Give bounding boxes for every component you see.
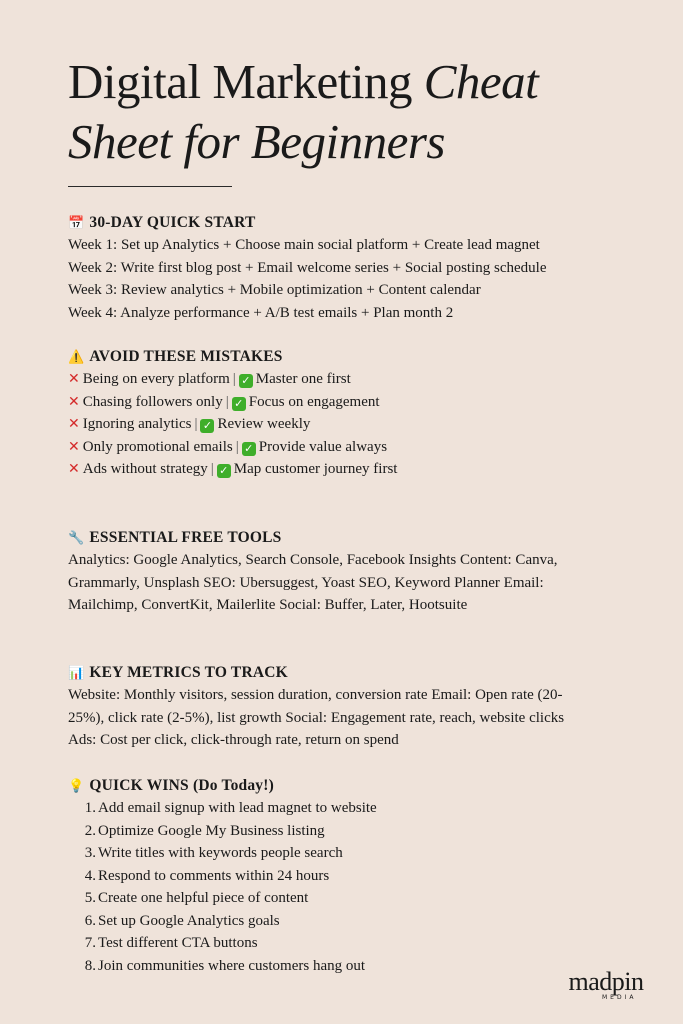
list-item-text: Test different CTA buttons <box>98 935 258 951</box>
mistake-bad: Only promotional emails <box>82 438 233 455</box>
list-item-text: Optimize Google My Business listing <box>98 822 325 839</box>
metrics-text: Website: Monthly visitors, session duration, conversion rate Email: Open rate (20-25%), click rate (2-5%), list growth Social: Engagement rate, reach, website clicks Ads: Cost per click, click-through rate, return on spend <box>68 687 565 748</box>
tools-heading <box>68 527 588 549</box>
mistake-row <box>68 413 588 436</box>
list-number: 4. <box>84 867 96 884</box>
mistake-bad: Ads without strategy <box>82 461 208 477</box>
calendar-icon: 📅 <box>68 215 85 230</box>
metrics-heading <box>68 662 588 684</box>
list-item-text: Set up Google Analytics goals <box>98 912 280 929</box>
check-icon: ✓ <box>242 442 256 456</box>
warning-icon: ⚠️ <box>68 349 85 364</box>
check-icon: ✓ <box>239 374 253 388</box>
separator: | <box>235 438 239 455</box>
quick-wins-list <box>68 797 588 977</box>
list-number: 3. <box>84 845 96 861</box>
check-icon: ✓ <box>232 397 246 411</box>
mistake-good: Master one first <box>255 371 351 387</box>
quick-start-heading-text: 30-DAY QUICK START <box>89 214 256 231</box>
mistake-row <box>68 436 588 459</box>
logo-subtext: MEDIA <box>602 994 637 1001</box>
logo-wordmark: madpin <box>568 967 644 996</box>
separator: | <box>194 416 198 432</box>
week-line: Week 4: Analyze performance + A/B test emails + Plan month 2 <box>68 304 454 321</box>
quick-wins-heading <box>68 775 588 797</box>
quick-start-section <box>68 212 588 324</box>
quick-wins-section <box>68 775 588 977</box>
page-title <box>68 52 628 172</box>
metrics-heading-text: KEY METRICS TO TRACK <box>89 664 288 681</box>
quick-wins-heading-text: QUICK WINS <box>89 777 189 794</box>
quick-start-heading <box>68 212 588 234</box>
quick-wins-subheading: (Do Today!) <box>192 777 274 794</box>
mistakes-heading <box>68 346 588 368</box>
list-number: 6. <box>84 912 96 929</box>
list-number: 2. <box>84 822 96 839</box>
separator: | <box>210 461 214 477</box>
mistake-bad: Chasing followers only <box>82 393 223 410</box>
check-icon: ✓ <box>200 419 214 433</box>
mistake-good: Review weekly <box>217 416 311 432</box>
list-item-text: Respond to comments within 24 hours <box>98 867 330 884</box>
list-number: 5. <box>84 890 96 906</box>
list-item <box>84 865 588 888</box>
tools-section <box>68 527 588 617</box>
list-number: 1. <box>84 800 96 816</box>
madpin-logo <box>566 968 646 1001</box>
separator: | <box>225 393 229 410</box>
title-line1: Digital Marketing <box>68 54 424 109</box>
list-item <box>84 955 588 978</box>
list-item-text: Write titles with keywords people search <box>98 845 343 861</box>
mistakes-heading-text: AVOID THESE MISTAKES <box>89 348 283 365</box>
mistake-good: Provide value always <box>258 438 388 455</box>
list-item-text: Create one helpful piece of content <box>98 890 309 906</box>
title-line1-italic: Cheat <box>423 54 539 109</box>
week-line: Week 2: Write first blog post + Email welcome series + Social posting schedule <box>68 259 547 276</box>
week-line: Week 1: Set up Analytics + Choose main social platform + Create lead magnet <box>68 237 540 253</box>
tools-heading-text: ESSENTIAL FREE TOOLS <box>89 529 282 546</box>
title-line2: Sheet for Beginners <box>68 114 445 169</box>
cross-icon: ✕ <box>68 416 80 432</box>
list-item-text: Join communities where customers hang out <box>98 957 366 974</box>
list-item <box>84 820 588 843</box>
mistake-good: Focus on engagement <box>248 393 380 410</box>
mistake-row <box>68 368 588 391</box>
check-icon: ✓ <box>217 464 231 478</box>
cross-icon: ✕ <box>68 371 80 387</box>
mistake-row <box>68 391 588 414</box>
mistakes-section <box>68 346 588 481</box>
cross-icon: ✕ <box>68 438 80 455</box>
divider <box>68 186 232 187</box>
list-item <box>84 887 588 910</box>
wrench-icon: 🔧 <box>68 530 85 545</box>
mistake-bad: Being on every platform <box>82 371 230 387</box>
cross-icon: ✕ <box>68 393 80 410</box>
list-number: 7. <box>84 935 96 951</box>
mistake-good: Map customer journey first <box>233 461 398 477</box>
list-item <box>84 797 588 820</box>
list-item-text: Add email signup with lead magnet to website <box>98 800 377 816</box>
mistake-bad: Ignoring analytics <box>82 416 192 432</box>
mistake-row <box>68 458 588 481</box>
separator: | <box>232 371 236 387</box>
list-number: 8. <box>84 957 96 974</box>
week-line: Week 3: Review analytics + Mobile optimization + Content calendar <box>68 282 481 298</box>
tools-text: Analytics: Google Analytics, Search Console, Facebook Insights Content: Canva, Grammarly, Unsplash SEO: Ubersuggest, Yoast SEO, Keyword Planner Email: Mailchimp, ConvertKit, Mailerlite Social: Buffer, Later, Hootsuite <box>68 552 558 613</box>
list-item <box>84 842 588 865</box>
list-item <box>84 910 588 933</box>
bar-chart-icon: 📊 <box>68 665 85 680</box>
metrics-section <box>68 662 588 752</box>
list-item <box>84 932 588 955</box>
cross-icon: ✕ <box>68 461 80 477</box>
lightbulb-icon: 💡 <box>68 778 85 793</box>
